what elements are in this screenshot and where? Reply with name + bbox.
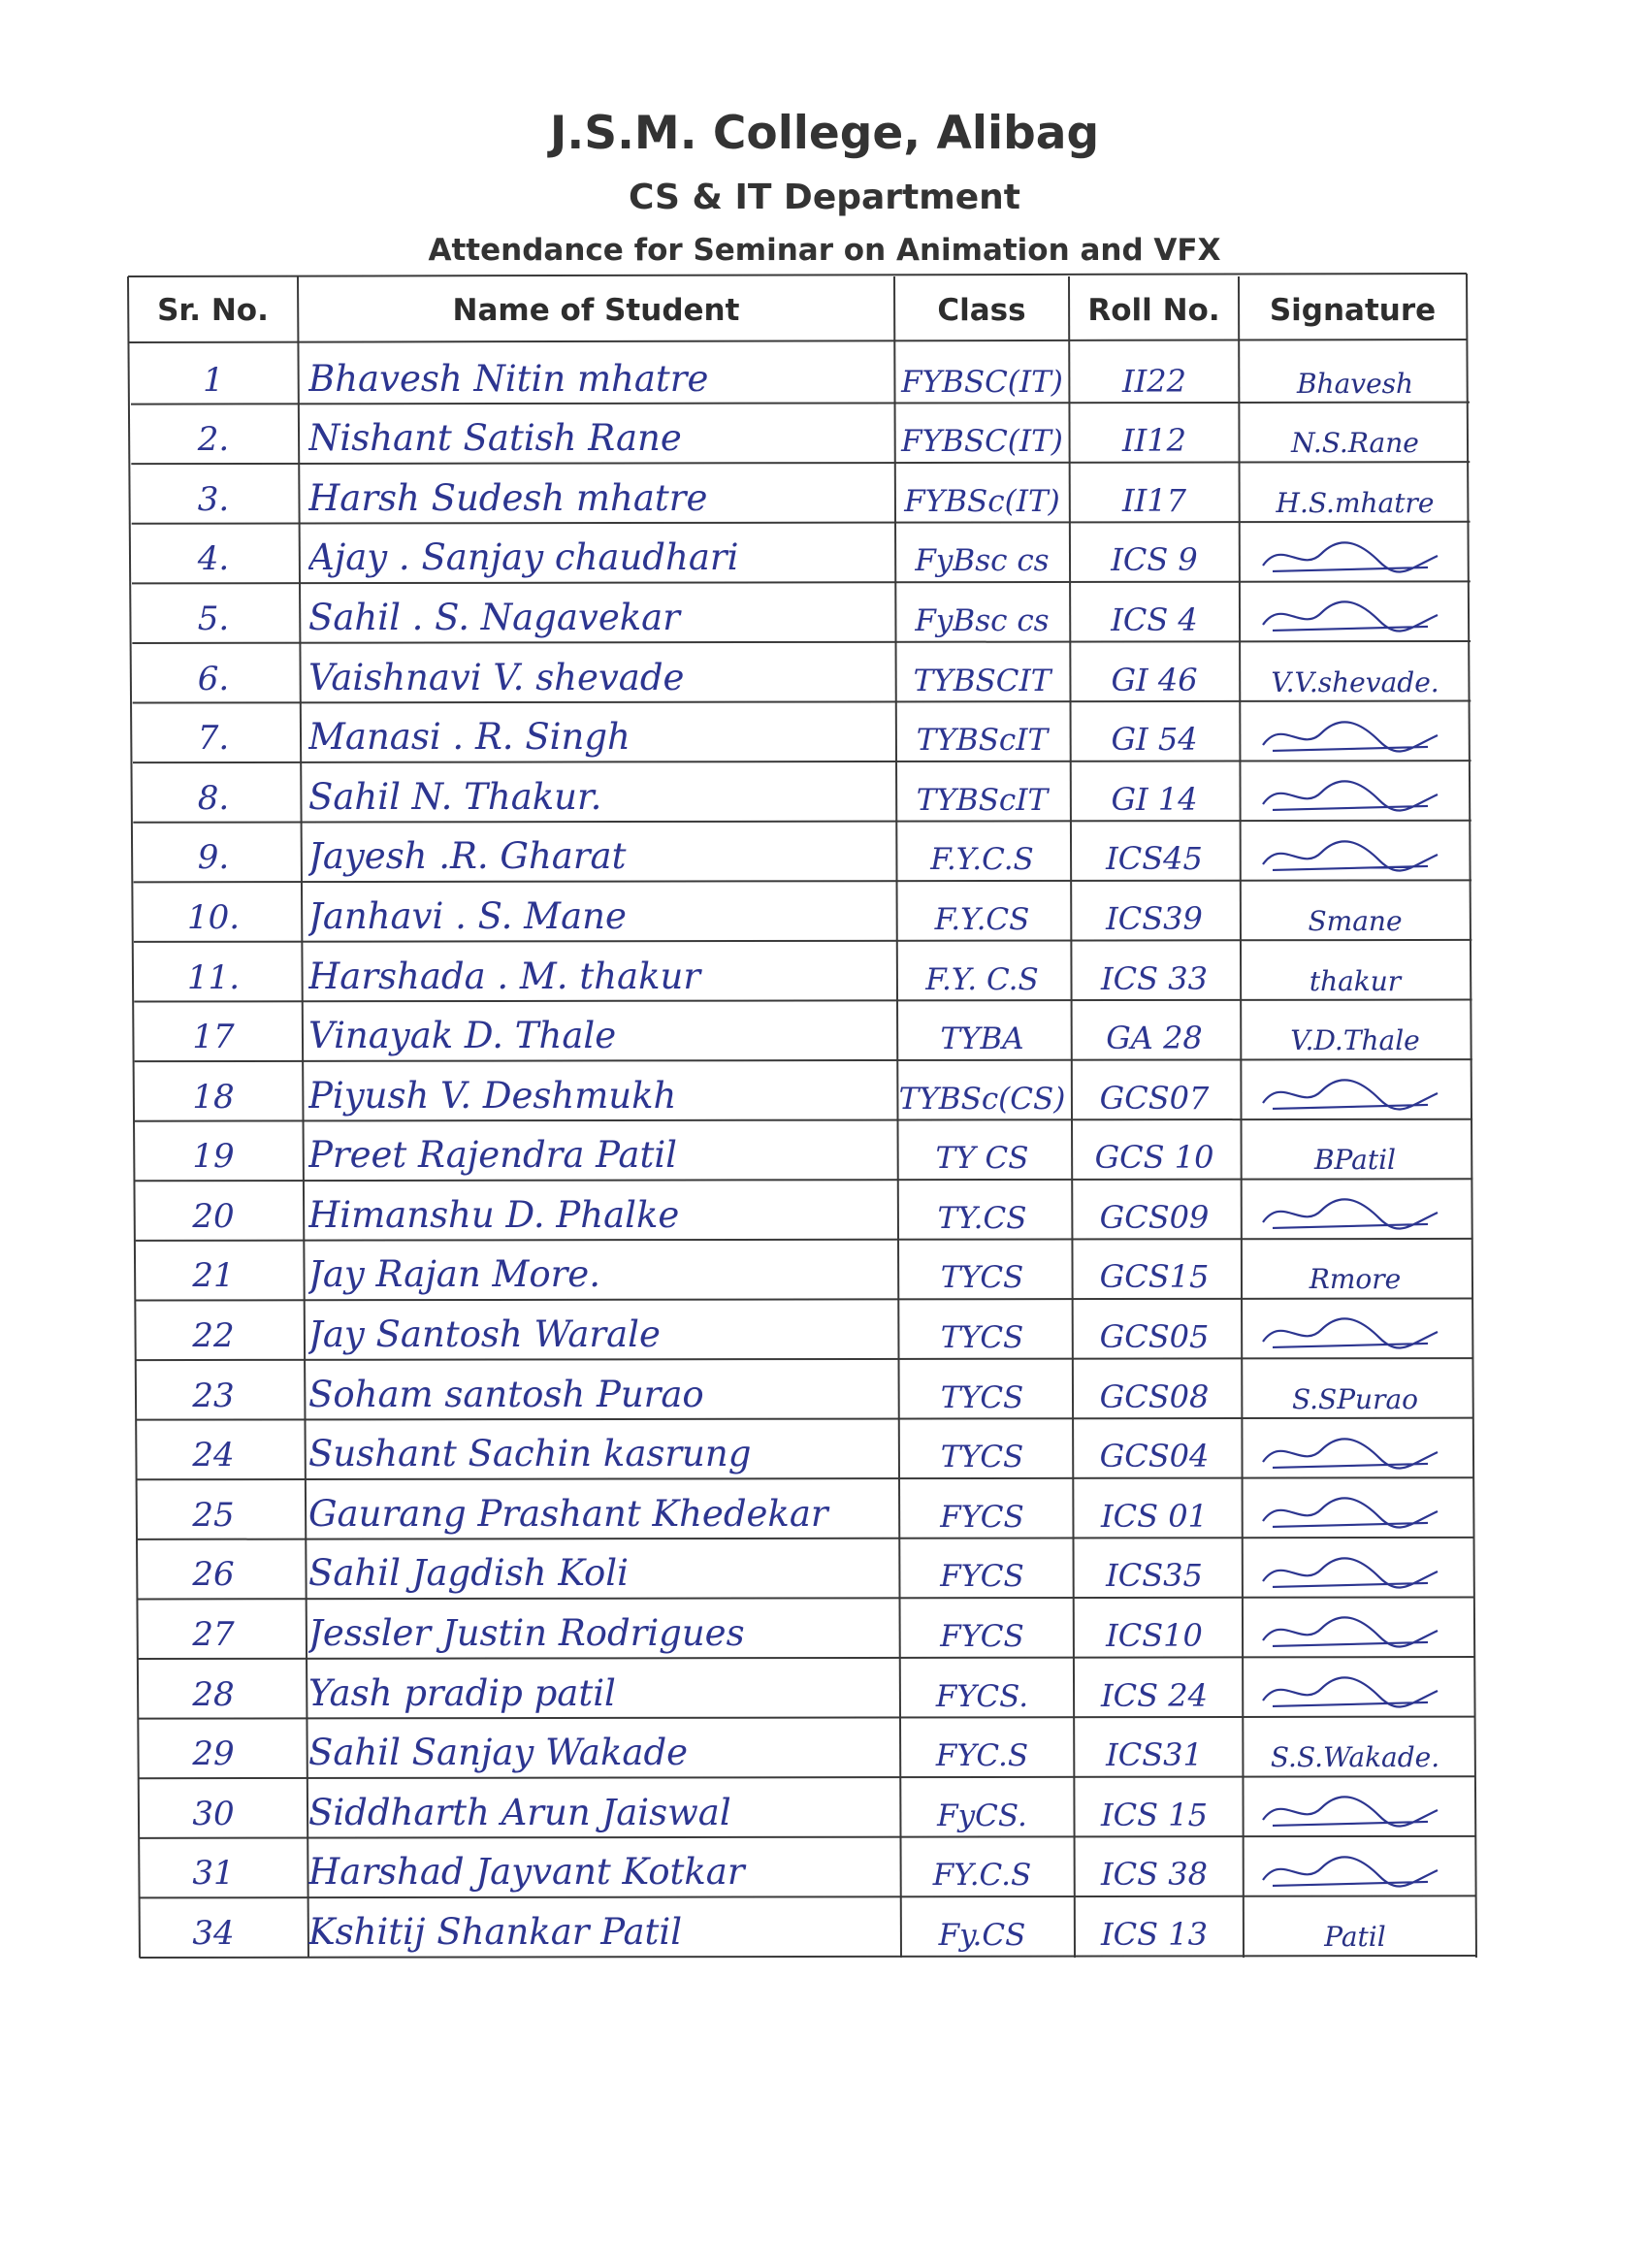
roll-no-cell: ICS 01 <box>1101 1497 1208 1535</box>
roll-no-cell: ICS31 <box>1106 1736 1203 1774</box>
roll-no-cell: GCS15 <box>1099 1258 1210 1296</box>
table-row <box>0 1181 1649 1241</box>
table-row <box>0 1241 1649 1301</box>
table-row <box>0 1300 1649 1360</box>
student-name-cell: Harshad Jayvant Kotkar <box>308 1851 745 1894</box>
class-cell: FYBSc(IT) <box>904 483 1060 519</box>
sr-no-cell: 31 <box>192 1854 235 1894</box>
student-name-cell: Soham santosh Purao <box>308 1373 704 1415</box>
student-name-cell: Siddharth Arun Jaiswal <box>308 1791 731 1833</box>
sr-no-cell: 5. <box>197 599 230 638</box>
roll-no-cell: GCS 10 <box>1094 1139 1214 1177</box>
roll-no-cell: GCS05 <box>1099 1318 1210 1356</box>
sr-no-cell: 24 <box>192 1436 235 1475</box>
student-name-cell: Jessler Justin Rodrigues <box>308 1612 745 1655</box>
class-cell: TYCS <box>940 1320 1024 1356</box>
student-name-cell: Nishant Satish Rane <box>308 417 682 460</box>
signature-scribble <box>1244 1420 1467 1476</box>
sr-no-cell: 9. <box>197 838 230 878</box>
roll-no-cell: GI 46 <box>1111 661 1198 698</box>
table-row <box>0 1479 1649 1539</box>
student-name-cell: Vaishnavi V. shevade <box>308 656 685 698</box>
sheet-title: Attendance for Seminar on Animation and VFX <box>428 233 1221 268</box>
roll-no-cell: ICS35 <box>1106 1557 1203 1595</box>
student-name-cell: Ajay . Sanjay chaudhari <box>308 536 739 579</box>
roll-no-cell: ICS 15 <box>1101 1796 1208 1833</box>
class-cell: FyCS. <box>937 1798 1027 1833</box>
table-row <box>0 1539 1649 1600</box>
sr-no-cell: 8. <box>197 778 230 818</box>
signature-cell: thakur <box>1309 964 1402 997</box>
table-row <box>0 1599 1649 1659</box>
signature-scribble <box>1244 1659 1467 1715</box>
table-row <box>0 1719 1649 1779</box>
sr-no-cell: 20 <box>192 1196 235 1236</box>
student-name-cell: Yash pradip patil <box>308 1671 616 1714</box>
roll-no-cell: GI 14 <box>1111 780 1198 818</box>
student-name-cell: Sahil Jagdish Koli <box>308 1552 629 1595</box>
student-name-cell: Jay Rajan More. <box>308 1253 600 1296</box>
student-name-cell: Piyush V. Deshmukh <box>308 1074 677 1117</box>
sr-no-cell: 29 <box>192 1734 235 1774</box>
class-cell: FYBSC(IT) <box>901 424 1063 460</box>
roll-no-cell: ICS 33 <box>1101 959 1208 997</box>
table-row <box>0 464 1649 524</box>
signature-scribble <box>1244 1300 1467 1356</box>
signature-cell: V.V.shevade. <box>1271 665 1439 698</box>
signature-scribble <box>1244 1838 1467 1895</box>
sr-no-cell: 11. <box>186 957 241 997</box>
student-name-cell: Bhavesh Nitin mhatre <box>308 357 709 400</box>
signature-scribble <box>1244 823 1467 879</box>
roll-no-cell: ICS 9 <box>1111 541 1198 579</box>
sr-no-cell: 7. <box>197 719 230 759</box>
header-class: Class <box>937 293 1026 328</box>
class-cell: TYBA <box>940 1021 1024 1057</box>
class-cell: FY.C.S <box>932 1858 1032 1894</box>
signature-scribble <box>1244 1181 1467 1237</box>
signature-cell: Bhavesh <box>1296 367 1414 400</box>
class-cell: F.Y. C.S <box>925 961 1039 997</box>
table-row <box>0 1838 1649 1898</box>
student-name-cell: Harshada . M. thakur <box>308 955 701 997</box>
student-name-cell: Manasi . R. Singh <box>308 716 630 759</box>
sr-no-cell: 18 <box>192 1077 235 1117</box>
roll-no-cell: ICS10 <box>1106 1617 1203 1655</box>
roll-no-cell: GCS07 <box>1099 1079 1210 1117</box>
class-cell: FYCS <box>940 1619 1024 1655</box>
table-row <box>0 1778 1649 1838</box>
student-name-cell: Gaurang Prashant Khedekar <box>308 1492 828 1535</box>
sr-no-cell: 34 <box>192 1913 235 1953</box>
student-name-cell: Janhavi . S. Mane <box>308 894 627 937</box>
class-cell: F.Y.CS <box>934 901 1030 937</box>
signature-scribble <box>1244 524 1467 580</box>
sr-no-cell: 3. <box>197 479 230 519</box>
roll-no-cell: II17 <box>1122 481 1186 519</box>
roll-no-cell: ICS 38 <box>1101 1856 1208 1894</box>
roll-no-cell: GI 54 <box>1111 721 1198 759</box>
table-row <box>0 643 1649 703</box>
signature-cell: Rmore <box>1309 1263 1402 1296</box>
student-name-cell: Harsh Sudesh mhatre <box>308 476 708 519</box>
sr-no-cell: 6. <box>197 659 230 698</box>
signature-cell: BPatil <box>1313 1144 1396 1177</box>
roll-no-cell: GCS08 <box>1099 1377 1210 1415</box>
table-row <box>0 1420 1649 1480</box>
header-sr-no: Sr. No. <box>157 293 269 328</box>
class-cell: F.Y.C.S <box>930 842 1034 878</box>
table-row <box>0 405 1649 465</box>
signature-scribble <box>1244 1479 1467 1536</box>
table-row <box>0 1061 1649 1121</box>
class-cell: TYBSCIT <box>913 663 1051 698</box>
signature-cell: N.S.Rane <box>1291 427 1419 460</box>
class-cell: TYBScIT <box>916 782 1049 818</box>
class-cell: FYCS <box>940 1499 1024 1535</box>
college-name: J.S.M. College, Alibag <box>549 107 1100 160</box>
class-cell: TYCS <box>940 1440 1024 1475</box>
signature-cell: Patil <box>1324 1920 1386 1953</box>
table-row <box>0 344 1649 405</box>
sr-no-cell: 28 <box>192 1674 235 1714</box>
roll-no-cell: II12 <box>1122 422 1186 460</box>
sr-no-cell: 23 <box>192 1376 235 1415</box>
class-cell: TYBSc(CS) <box>898 1081 1066 1117</box>
class-cell: FyBsc cs <box>915 602 1050 638</box>
table-row <box>0 762 1649 823</box>
roll-no-cell: ICS 24 <box>1101 1676 1208 1714</box>
sr-no-cell: 2. <box>197 420 230 460</box>
signature-scribble <box>1244 1599 1467 1655</box>
signature-cell: S.S.Wakade. <box>1270 1741 1440 1774</box>
class-cell: Fy.CS <box>938 1917 1026 1953</box>
header-signature: Signature <box>1269 293 1437 328</box>
student-name-cell: Sahil N. Thakur. <box>308 775 602 818</box>
student-name-cell: Sushant Sachin kasrung <box>308 1433 752 1475</box>
header-name: Name of Student <box>452 293 740 328</box>
sr-no-cell: 30 <box>192 1794 235 1833</box>
student-name-cell: Preet Rajendra Patil <box>308 1134 677 1177</box>
signature-cell: V.D.Thale <box>1290 1024 1420 1057</box>
table-row <box>0 583 1649 643</box>
sr-no-cell: 19 <box>192 1137 235 1177</box>
signature-scribble <box>1244 583 1467 639</box>
roll-no-cell: GA 28 <box>1106 1020 1203 1057</box>
table-row <box>0 823 1649 883</box>
table-row <box>0 1659 1649 1719</box>
sr-no-cell: 21 <box>192 1256 235 1296</box>
roll-no-cell: ICS45 <box>1106 840 1203 878</box>
class-cell: FYBSC(IT) <box>901 364 1063 400</box>
class-cell: FYCS <box>940 1559 1024 1595</box>
header-roll-no: Roll No. <box>1087 293 1220 328</box>
sr-no-cell: 1 <box>203 360 224 400</box>
table-row <box>0 1360 1649 1420</box>
table-row <box>0 882 1649 942</box>
student-name-cell: Himanshu D. Phalke <box>308 1193 680 1236</box>
signature-cell: H.S.mhatre <box>1276 486 1435 519</box>
table-row <box>0 1121 1649 1182</box>
roll-no-cell: GCS04 <box>1099 1438 1210 1475</box>
class-cell: TYBScIT <box>916 723 1049 759</box>
signature-scribble <box>1244 1539 1467 1596</box>
table-row <box>0 1897 1649 1958</box>
signature-scribble <box>1244 1061 1467 1118</box>
sr-no-cell: 27 <box>192 1615 235 1655</box>
department-name: CS & IT Department <box>628 178 1021 217</box>
student-name-cell: Jayesh .R. Gharat <box>308 835 627 878</box>
sr-no-cell: 17 <box>192 1018 235 1057</box>
student-name-cell: Kshitij Shankar Patil <box>308 1910 683 1953</box>
class-cell: TY.CS <box>937 1200 1027 1236</box>
roll-no-cell: ICS39 <box>1106 899 1203 937</box>
class-cell: TYCS <box>940 1260 1024 1296</box>
student-name-cell: Vinayak D. Thale <box>308 1015 617 1057</box>
table-row <box>0 942 1649 1002</box>
class-cell: FYCS. <box>935 1678 1029 1714</box>
signature-scribble <box>1244 762 1467 819</box>
signature-scribble <box>1244 1778 1467 1834</box>
student-name-cell: Sahil Sanjay Wakade <box>308 1732 689 1774</box>
roll-no-cell: ICS 13 <box>1101 1915 1208 1953</box>
sr-no-cell: 22 <box>192 1316 235 1356</box>
sr-no-cell: 10. <box>186 897 241 937</box>
class-cell: TY CS <box>935 1141 1029 1177</box>
student-name-cell: Jay Santosh Warale <box>308 1313 661 1356</box>
table-row <box>0 703 1649 763</box>
roll-no-cell: GCS09 <box>1099 1198 1210 1236</box>
table-row <box>0 524 1649 584</box>
sr-no-cell: 4. <box>197 539 230 579</box>
class-cell: FyBsc cs <box>915 543 1050 579</box>
signature-cell: Smane <box>1308 904 1403 937</box>
student-name-cell: Sahil . S. Nagavekar <box>308 596 680 638</box>
sr-no-cell: 26 <box>192 1555 235 1595</box>
signature-cell: S.SPurao <box>1291 1382 1419 1415</box>
roll-no-cell: II22 <box>1122 362 1186 400</box>
sr-no-cell: 25 <box>192 1495 235 1535</box>
signature-scribble <box>1244 703 1467 760</box>
class-cell: TYCS <box>940 1379 1024 1415</box>
roll-no-cell: ICS 4 <box>1111 600 1198 638</box>
class-cell: FYC.S <box>935 1738 1029 1774</box>
table-row <box>0 1002 1649 1062</box>
